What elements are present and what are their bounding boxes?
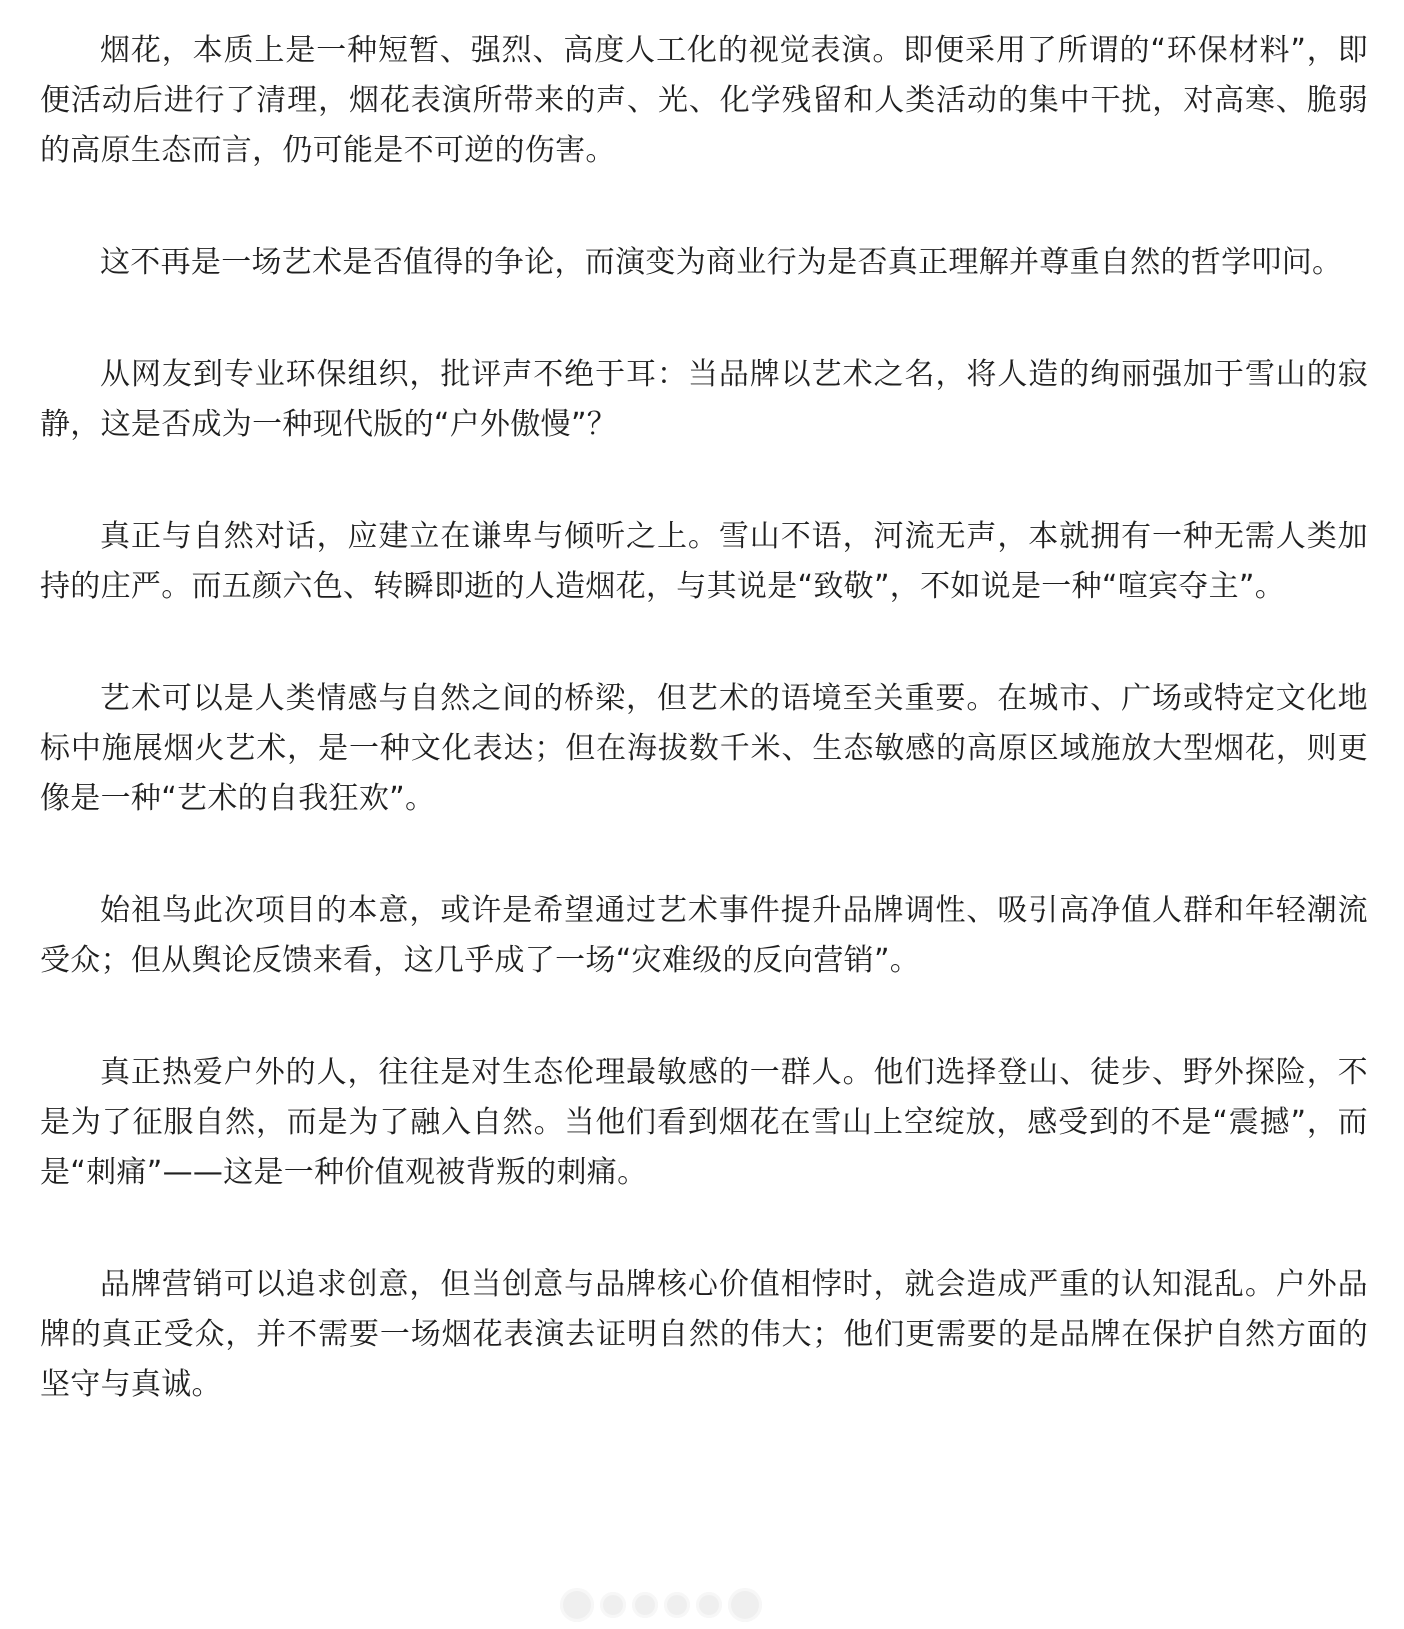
paragraph-6: 始祖鸟此次项目的本意，或许是希望通过艺术事件提升品牌调性、吸引高净值人群和年轻潮流受众；但从舆论反馈来看，这几乎成了一场“灾难级的反向营销”。 <box>40 893 1368 978</box>
watermark-mark-icon <box>560 1588 594 1622</box>
article-body <box>40 26 1368 1410</box>
paragraph-2: 这不再是一场艺术是否值得的争论，而演变为商业行为是否真正理解并尊重自然的哲学叩问。 <box>100 245 1343 280</box>
paragraph-3: 从网友到专业环保组织，批评声不绝于耳：当品牌以艺术之名，将人造的绚丽强加于雪山的寂静，这是否成为一种现代版的“户外傲慢”？ <box>40 357 1368 442</box>
paragraph-7: 真正热爱户外的人，往往是对生态伦理最敏感的一群人。他们选择登山、徒步、野外探险，不是为了征服自然，而是为了融入自然。当他们看到烟花在雪山上空绽放，感受到的不是“震撼”，而是“刺痛”——这是一种价值观被背叛的刺痛。 <box>40 1055 1368 1190</box>
watermark-mark-icon <box>728 1588 762 1622</box>
paragraph-8: 品牌营销可以追求创意，但当创意与品牌核心价值相悖时，就会造成严重的认知混乱。户外品牌的真正受众，并不需要一场烟花表演去证明自然的伟大；他们更需要的是品牌在保护自然方面的坚守与真诚。 <box>40 1267 1368 1402</box>
paragraph-5: 艺术可以是人类情感与自然之间的桥梁，但艺术的语境至关重要。在城市、广场或特定文化地标中施展烟火艺术，是一种文化表达；但在海拔数千米、生态敏感的高原区域施放大型烟花，则更像是一种“艺术的自我狂欢”。 <box>40 681 1368 816</box>
watermark-logo <box>560 1588 810 1622</box>
watermark-mark-icon <box>696 1592 722 1618</box>
watermark-mark-icon <box>664 1592 690 1618</box>
paragraph-4: 真正与自然对话，应建立在谦卑与倾听之上。雪山不语，河流无声，本就拥有一种无需人类加持的庄严。而五颜六色、转瞬即逝的人造烟花，与其说是“致敬”，不如说是一种“喧宾夺主”。 <box>40 519 1368 604</box>
paragraph-1: 烟花，本质上是一种短暂、强烈、高度人工化的视觉表演。即便采用了所谓的“环保材料”，即便活动后进行了清理，烟花表演所带来的声、光、化学残留和人类活动的集中干扰，对高寒、脆弱的高原生态而言，仍可能是不可逆的伤害。 <box>40 33 1368 168</box>
watermark-mark-icon <box>600 1592 626 1618</box>
watermark-mark-icon <box>632 1592 658 1618</box>
